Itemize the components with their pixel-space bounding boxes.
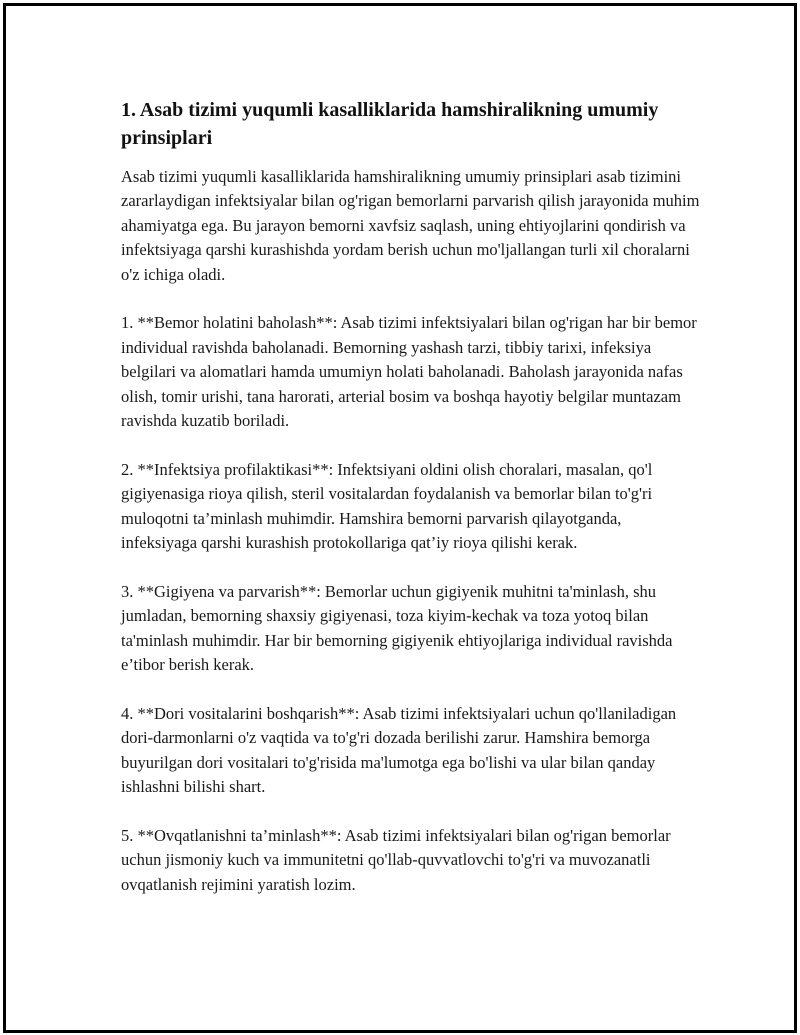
paragraph-patient-assessment: 1. **Bemor holatini baholash**: Asab tizimi infektsiyalari bilan og'rigan har bir bemor individual ravishda baholanadi. Bemorning yashash tarzi, tibbiy tarixi, infeksiya belgilari va alomatlari hamda umumiyn holati baholanadi. Baholash jarayonida nafas olish, tomir urishi, tana harorati, arterial bosim va boshqa hayotiy belgilar muntazam ravishda kuzatib boriladi. (121, 313, 697, 431)
paragraph-medication-management: 4. **Dori vositalarini boshqarish**: Asab tizimi infektsiyalari uchun qo'llaniladigan dori-darmonlarni o'z vaqtida va to'g'ri dozada berilishi zarur. Hamshira bemorga buyurilgan dori vositalari to'g'risida ma'lumotga ega bo'lishi va ular bilan qanday ishlashni bilishi shart. (121, 703, 677, 797)
paragraph-hygiene-care: 3. **Gigiyena va parvarish**: Bemorlar uchun gigiyenik muhitni ta'minlash, shu jumladan, bemorning shaxsiy gigiyenasi, toza kiyim-kechak va toza yotoq bilan ta'minlash muhimdir. Har bir bemorning gigiyenik ehtiyojlariga individual ravishda e’tibor berish kerak. (121, 581, 673, 675)
document-body (121, 96, 701, 922)
paragraph-nutrition: 5. **Ovqatlanishni ta’minlash**: Asab tizimi infektsiyalari bilan og'rigan bemorlar uchun jismoniy kuch va immunitetni qo'llab-quvvatlovchi to'g'ri va muvozanatli ovqatlanish rejimini yaratish lozim. (121, 825, 671, 894)
section-title: 1. Asab tizimi yuqumli kasalliklarida hamshiralikning umumiy prinsiplari (121, 99, 659, 149)
intro-paragraph: Asab tizimi yuqumli kasalliklarida hamshiralikning umumiy prinsiplari asab tizimini zararlaydigan infektsiyalar bilan og'rigan bemorlarni parvarish qilish jarayonida muhim ahamiyatga ega. Bu jarayon bemorni xavfsiz saqlash, uning ehtiyojlarini qondirish va infektsiyaga qarshi kurashishda yordam berish uchun mo'ljallangan turli xil choralarni o'z ichiga oladi. (121, 167, 700, 284)
paragraph-infection-prevention: 2. **Infektsiya profilaktikasi**: Infektsiyani oldini olish choralari, masalan, qo'l gigiyenasiga rioya qilish, steril vositalardan foydalanish va bemorlar bilan to'g'ri muloqotni ta’minlash muhimdir. Hamshira bemorni parvarish qilayotganda, infeksiyaga qarshi kurashish protokollariga qat’iy rioya qilishi kerak. (121, 459, 653, 553)
page-frame (3, 3, 797, 1033)
